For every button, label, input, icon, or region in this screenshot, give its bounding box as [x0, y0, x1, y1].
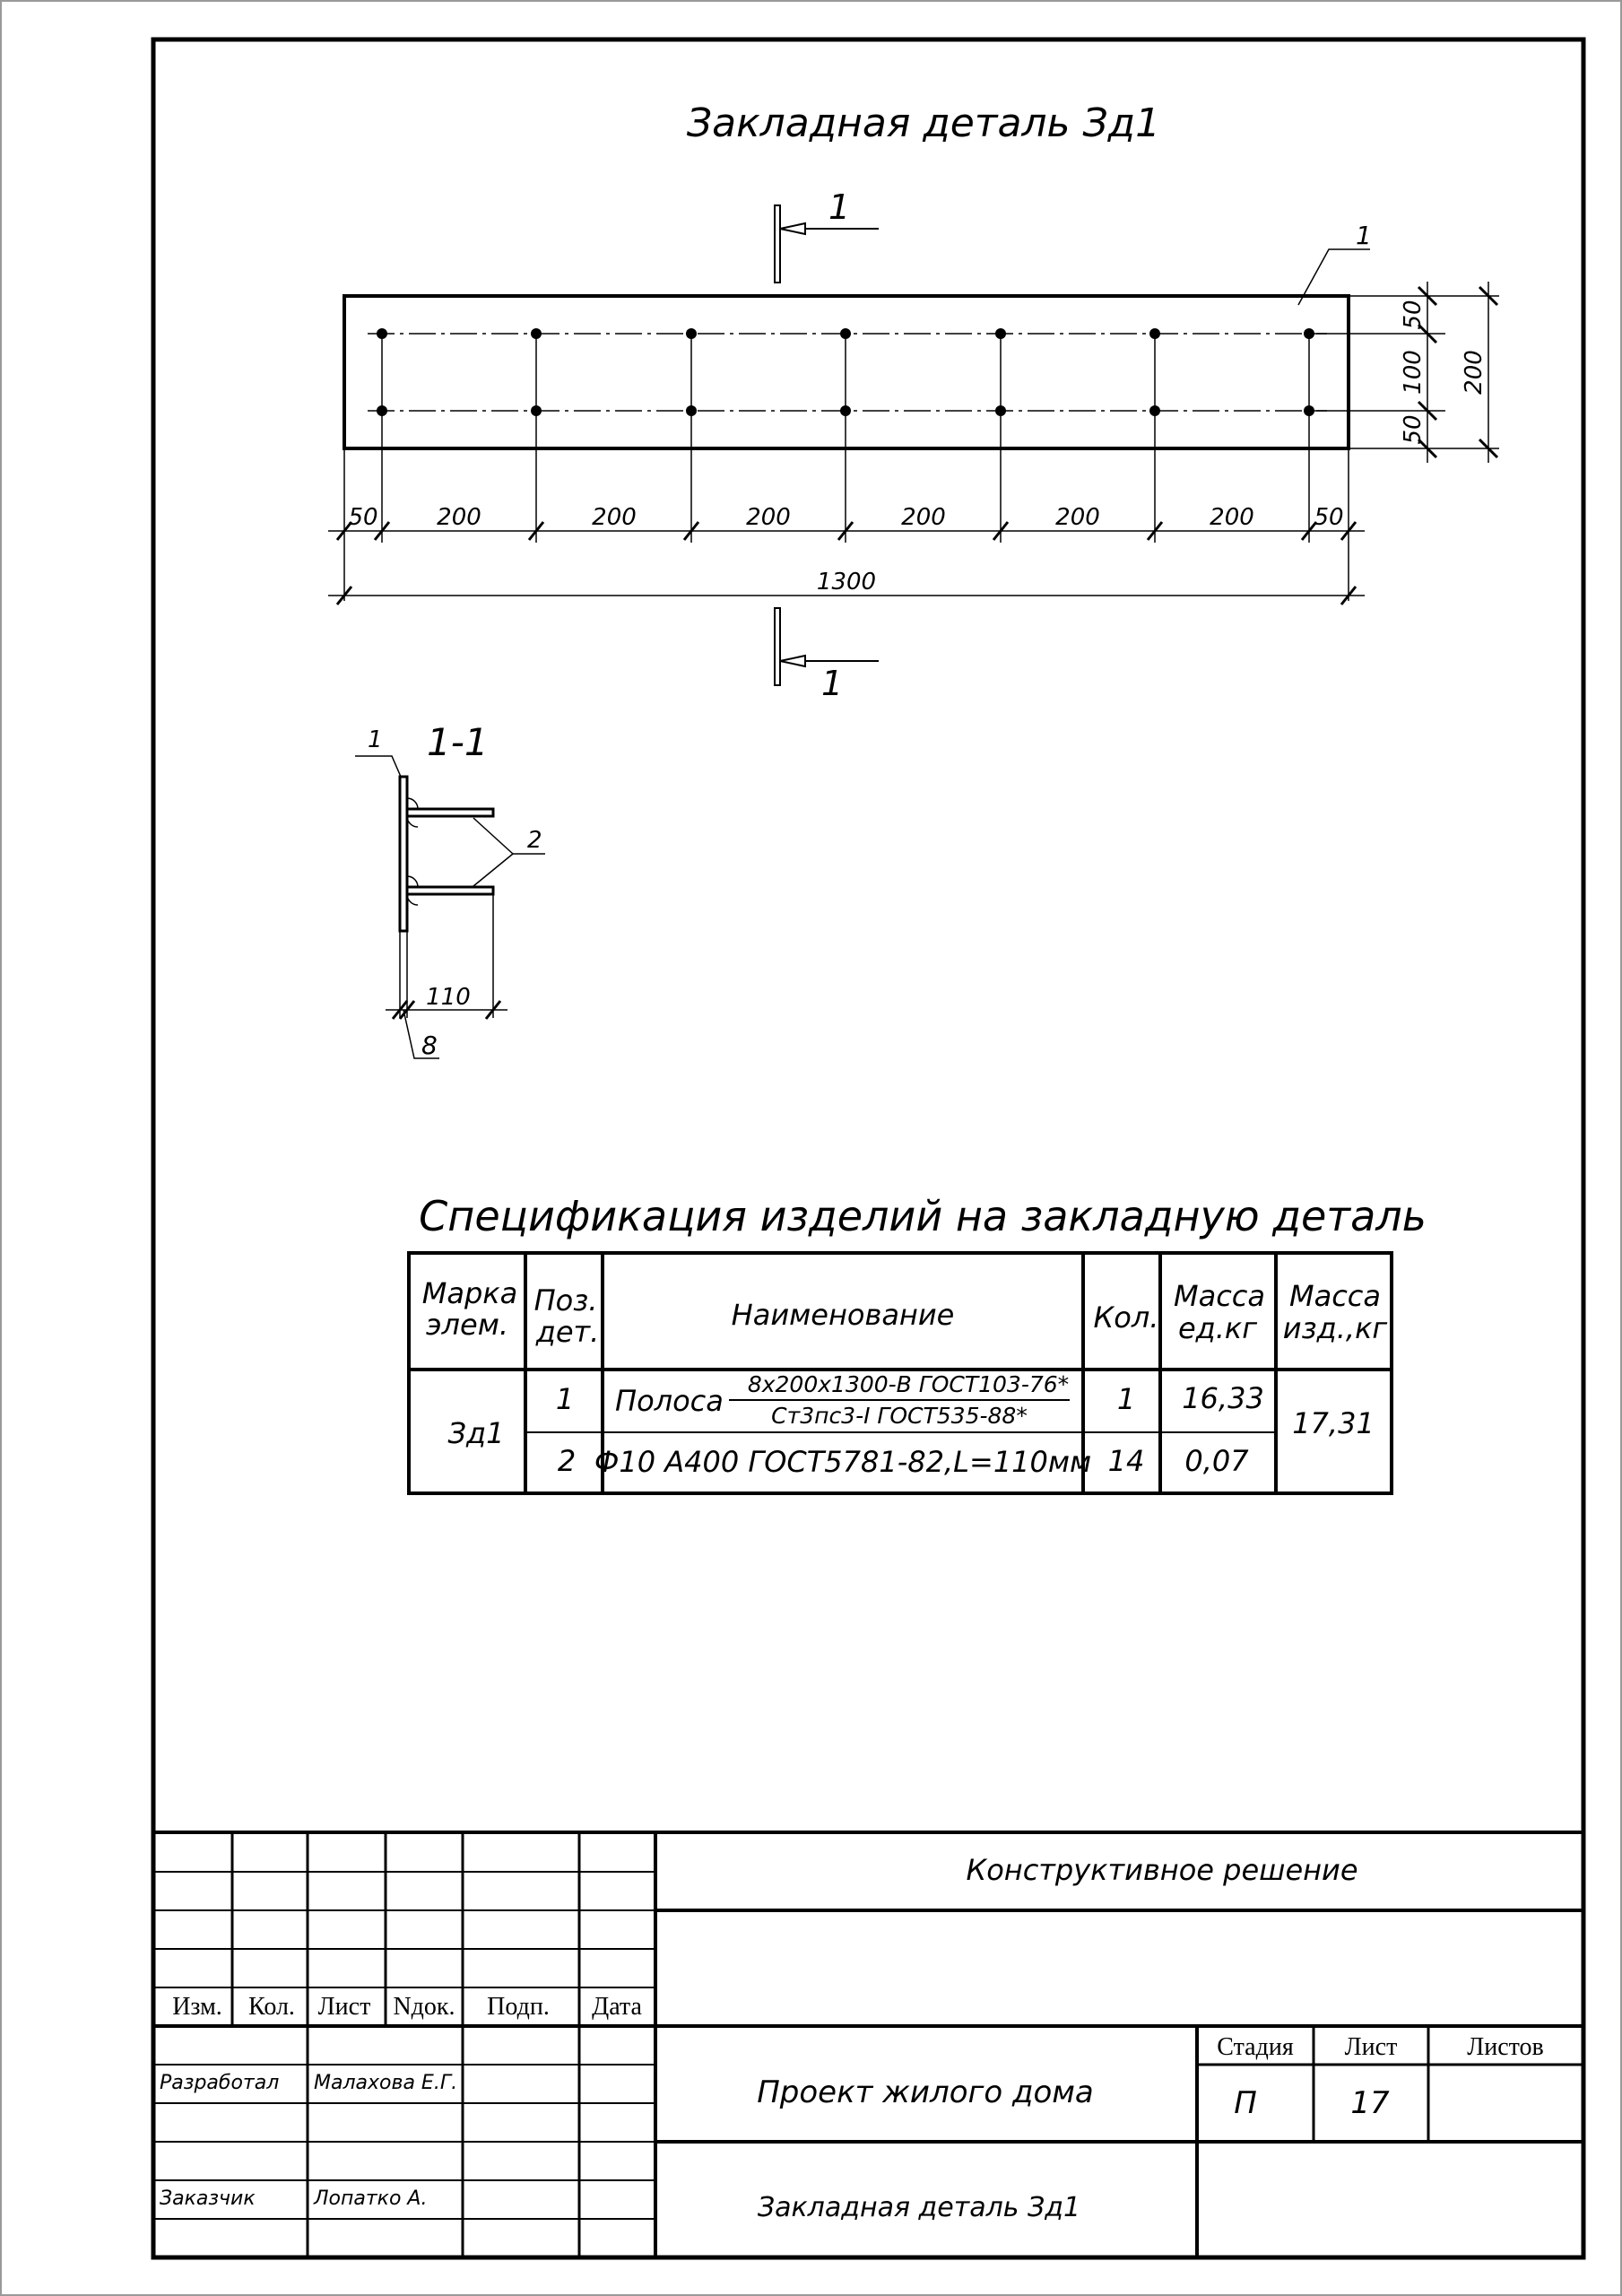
- row-qty: 14: [1107, 1444, 1145, 1478]
- developed-label: Разработал: [160, 2072, 280, 2094]
- dim-total-length: 1300: [816, 569, 877, 596]
- header-pos: Поз.: [533, 1283, 598, 1318]
- row-mass: 0,07: [1184, 1444, 1249, 1478]
- rod-point: [377, 328, 387, 339]
- rev-podp: Подп.: [487, 1993, 550, 2021]
- dim-spacing: 200: [746, 504, 791, 531]
- title-top: Конструктивное решение: [966, 1853, 1358, 1887]
- section-rod-top: [407, 809, 493, 816]
- rod-point: [531, 328, 542, 339]
- rod-point: [995, 328, 1006, 339]
- header-mass-total: Масса: [1288, 1279, 1382, 1313]
- section-rod-bottom: [407, 887, 493, 894]
- rev-data: Дата: [592, 1993, 642, 2021]
- dim-spacing: 200: [901, 504, 946, 531]
- section-label-bottom: 1: [821, 664, 844, 703]
- dim-left-end: 50: [348, 504, 378, 531]
- section-plate-tag: 1: [368, 726, 383, 753]
- stage-label: Стадия: [1217, 2033, 1294, 2061]
- weld-size-tag: 8: [421, 1031, 438, 1060]
- element-mark: Зд1: [447, 1416, 505, 1450]
- dim-spacing: 200: [437, 504, 481, 531]
- dim-spacing: 200: [592, 504, 637, 531]
- dim-right-end: 50: [1314, 504, 1344, 531]
- row-name: Ф10 А400 ГОСТ5781-82,L=110мм: [594, 1445, 1092, 1479]
- customer-label: Заказчик: [160, 2187, 256, 2210]
- section-plate: [400, 777, 407, 931]
- dim-edge-bottom: 50: [1400, 414, 1427, 445]
- section-view-title: 1-1: [427, 720, 489, 764]
- row-name-prefix: Полоса: [615, 1384, 724, 1418]
- header-mark: элем.: [425, 1308, 509, 1342]
- rev-kol: Кол.: [248, 1993, 295, 2021]
- sheet-label: Лист: [1344, 2033, 1398, 2061]
- total-mass: 17,31: [1292, 1406, 1375, 1440]
- plate-position-tag: 1: [1356, 221, 1372, 250]
- header-name: Наименование: [731, 1298, 955, 1332]
- paper-edge: [1, 1, 1621, 2295]
- dim-edge-top: 50: [1400, 300, 1427, 330]
- row-qty: 1: [1116, 1382, 1136, 1416]
- drawing-title: Закладная деталь Зд1: [686, 100, 1161, 146]
- rev-list: Лист: [317, 1993, 371, 2021]
- sheet-name: Закладная деталь Зд1: [757, 2192, 1081, 2223]
- dim-row-spacing: 100: [1400, 350, 1427, 395]
- rod-point: [840, 328, 851, 339]
- row-name-top: 8х200х1300-В ГОСТ103-76*: [747, 1371, 1070, 1397]
- dim-spacing: 200: [1055, 504, 1100, 531]
- sheet-number: 17: [1350, 2085, 1390, 2121]
- dim-total-width: 200: [1461, 350, 1488, 395]
- header-pos: дет.: [535, 1315, 600, 1349]
- spec-title: Спецификация изделий на закладную деталь: [419, 1192, 1427, 1240]
- row-name-bottom: Ст3пс3-I ГОСТ535-88*: [771, 1403, 1028, 1429]
- section-rod-length: 110: [426, 984, 471, 1011]
- header-mass-total: изд.,кг: [1282, 1311, 1388, 1345]
- project-name: Проект жилого дома: [757, 2074, 1094, 2110]
- row-pos: 2: [557, 1444, 577, 1478]
- rev-ndok: Nдок.: [393, 1993, 455, 2021]
- header-mark: Марка: [421, 1276, 518, 1310]
- sheets-label: Листов: [1467, 2033, 1544, 2061]
- section-rod-tag: 2: [527, 827, 542, 854]
- rev-izm: Изм.: [172, 1993, 222, 2021]
- header-qty: Кол.: [1093, 1300, 1159, 1335]
- developed-by: Малахова Е.Г.: [314, 2072, 458, 2094]
- header-mass-unit: Масса: [1173, 1279, 1266, 1313]
- customer-name: Лопатко А.: [314, 2187, 428, 2210]
- row-pos: 1: [555, 1382, 575, 1416]
- dim-spacing: 200: [1210, 504, 1254, 531]
- stage-value: П: [1234, 2085, 1257, 2121]
- rod-point: [1149, 328, 1160, 339]
- rod-point: [686, 328, 697, 339]
- section-label-top: 1: [828, 187, 851, 227]
- header-mass-unit: ед.кг: [1177, 1311, 1258, 1345]
- row-mass: 16,33: [1182, 1381, 1264, 1415]
